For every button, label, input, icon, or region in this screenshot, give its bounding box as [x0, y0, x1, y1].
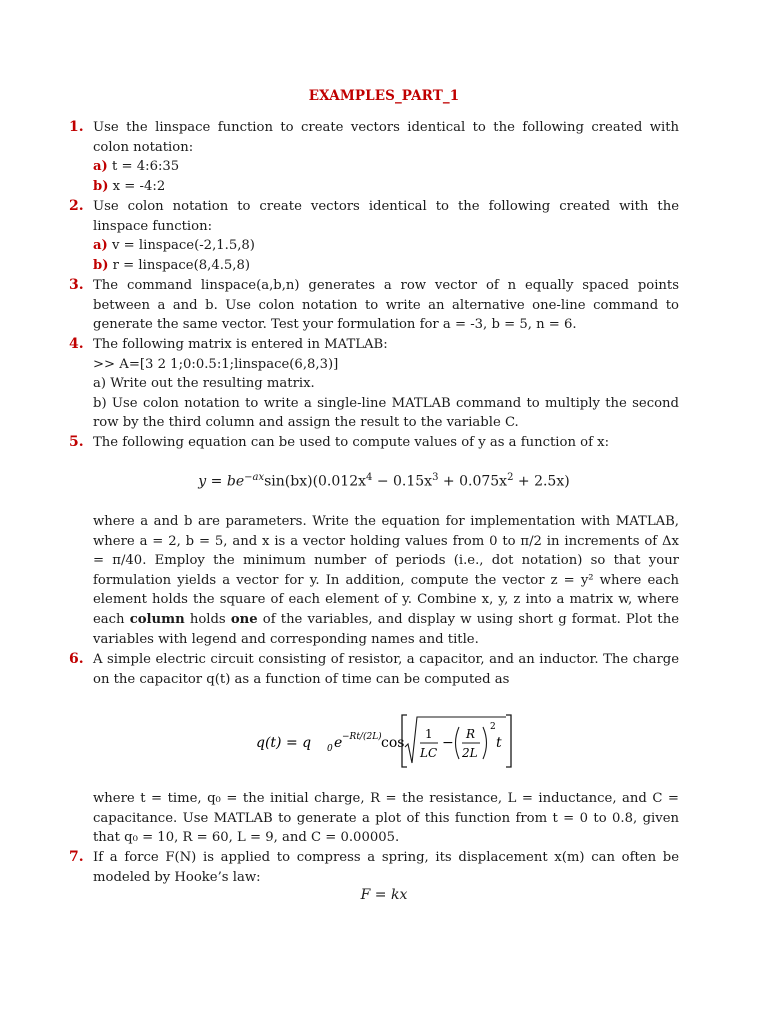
eq-symbol: be: [226, 473, 245, 490]
eq-symbol: 3: [432, 472, 439, 483]
exercise-5-continued: [69, 512, 679, 649]
exercise-text: If a force F(N) is applied to compress a spring, its displacement x(m) can often be modeled by Hooke’s law:: [93, 850, 679, 885]
exercise-6-continued: [69, 789, 679, 848]
page-title: EXAMPLES_PART_1: [308, 88, 460, 104]
exercise-number: 5.: [69, 434, 84, 450]
exercise-number: 6.: [69, 651, 84, 667]
eq-symbol: 2: [490, 722, 496, 732]
exercise-number: 1.: [69, 119, 84, 135]
eq-symbol: e: [334, 735, 343, 751]
exercise-text: Use colon notation to create vectors identical to the following created with the linspace function:: [93, 199, 679, 234]
subpart-text: x = -4:2: [112, 178, 166, 194]
exercise-4: [69, 335, 679, 433]
exercise-text: Use the linspace function to create vectors identical to the following created with colon notation:: [93, 120, 679, 155]
eq-symbol: q(t) = q: [256, 735, 312, 751]
exercise-text: A simple electric circuit consisting of resistor, a capacitor, and an inductor. The charge on the capacitor q(t) as a function of time can be computed as: [93, 652, 679, 687]
subpart-label: a): [93, 238, 108, 254]
exercise-text: The following equation can be used to compute values of y as a function of x:: [93, 435, 610, 450]
eq-symbol: + 0.075x: [438, 473, 508, 490]
eq-symbol: 2L: [462, 746, 478, 760]
exercise-text: where t = time, q₀ = the initial charge, R = the resistance, L = inductance, and C = capacitance. Use MATLAB to generate a plot of this function from t = 0 to 0.8, given that q₀ = 10, R = 60, L = 9, and C = 0.00005.: [93, 791, 679, 846]
eq-symbol: cos: [381, 735, 405, 751]
exercise-text: The following matrix is entered in MATLAB:: [93, 337, 388, 352]
eq-symbol: =: [210, 473, 223, 490]
text-run: one: [230, 611, 258, 627]
subpart-label: a): [93, 159, 108, 175]
eq-symbol: R: [466, 727, 476, 741]
eq-symbol: y: [198, 473, 207, 490]
exercise-number: 3.: [69, 277, 84, 293]
exercise-number: 4.: [69, 336, 84, 352]
eq-symbol: 1: [425, 727, 433, 741]
subpart-text: t = 4:6:35: [112, 159, 180, 175]
eq-symbol: (bx)(0.012x: [284, 473, 366, 490]
text-run: holds: [189, 611, 226, 627]
subpart-text: a) Write out the resulting matrix.: [93, 376, 315, 392]
exercise-3: [69, 276, 679, 335]
exercise-number: 2.: [69, 198, 84, 214]
eq-symbol: + 2.5x): [513, 473, 570, 490]
eq-symbol: −ax: [244, 472, 265, 483]
text-run: of the variables, and display w using short g format. Plot the variables with legend and corresponding names and title.: [93, 611, 679, 647]
text-run: where a and b are parameters. Write the equation for implementation with MATLAB, where a = 2, b = 5, and x is a vector holding values from 0 to π/2 in increments of Δx = π/40. Employ the minimum number of periods (i.e., dot notation) so that your formulation yields a vector for y. In addition, compute the vector z = y² where each element holds the square of each element of y. Combine x, y, z into a matrix w, where each: [93, 514, 679, 627]
subpart-text: v = linspace(-2,1.5,8): [112, 238, 255, 254]
eq-symbol: LC: [420, 746, 438, 760]
text-run: column: [129, 611, 185, 627]
equation-q: [240, 705, 540, 777]
eq-symbol: − 0.15x: [372, 473, 433, 490]
subpart-text: b) Use colon notation to write a single-line MATLAB command to multiply the second row by the third column and assign the result to the variable C.: [93, 395, 679, 431]
exercise-2: [69, 197, 679, 275]
subpart-text: r = linspace(8,4.5,8): [112, 257, 251, 273]
exercise-text: The command linspace(a,b,n) generates a row vector of n equally spaced points between a and b. Use colon notation to write an alternative one-line command to generate the same vector. Test your formulation for a = -3, b = 5, n = 6.: [93, 278, 679, 333]
subpart-label: b): [93, 178, 109, 194]
exercise-5: [69, 433, 679, 453]
code-line: >> A=[3 2 1;0:0.5:1;linspace(6,8,3)]: [93, 356, 339, 372]
exercise-number: 7.: [69, 849, 84, 865]
eq-symbol: 2: [507, 472, 514, 483]
exercise-7: [69, 848, 679, 887]
exercise-text: [93, 512, 679, 649]
exercise-1: [69, 118, 679, 196]
equation-y: [0, 472, 768, 490]
exercise-6: [69, 650, 679, 689]
equation-hooke: F = kx: [360, 887, 408, 903]
eq-symbol: sin: [264, 473, 285, 490]
eq-symbol: 4: [366, 472, 373, 483]
subpart-label: b): [93, 257, 109, 273]
eq-symbol: 0: [327, 744, 333, 754]
eq-symbol: −: [442, 735, 454, 751]
eq-symbol: −Rt/(2L): [342, 732, 382, 742]
eq-symbol: t: [496, 735, 502, 751]
